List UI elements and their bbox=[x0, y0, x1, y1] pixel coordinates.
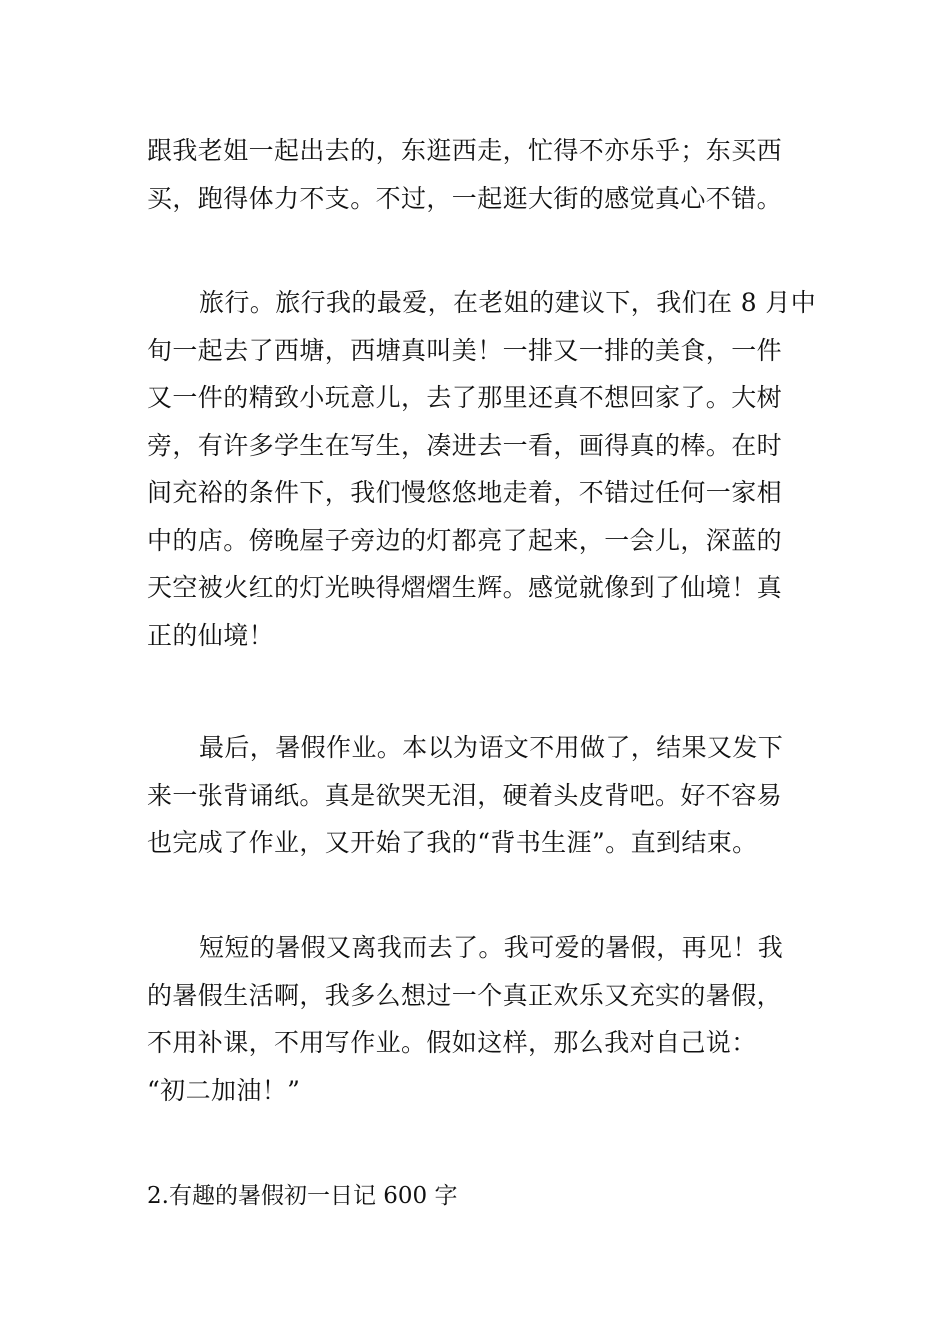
paragraph-line: 间充裕的条件下，我们慢悠悠地走着，不错过任何一家相 bbox=[147, 478, 783, 507]
paragraph-4 bbox=[147, 924, 817, 1114]
paragraph-line: 最后，暑假作业。本以为语文不用做了，结果又发下 bbox=[199, 733, 784, 762]
paragraph-line: 天空被火红的灯光映得熠熠生辉。感觉就像到了仙境！真 bbox=[147, 573, 783, 602]
paragraph-2 bbox=[147, 279, 817, 659]
paragraph-line: 的暑假生活啊，我多么想过一个真正欢乐又充实的暑假， bbox=[147, 980, 783, 1010]
paragraph-line: 跟我老姐一起出去的，东逛西走，忙得不亦乐乎；东买西 bbox=[147, 136, 783, 165]
paragraph-3 bbox=[147, 724, 817, 867]
paragraph-line: 正的仙境！ bbox=[147, 620, 275, 650]
paragraph-line: 旬一起去了西塘，西塘真叫美！一排又一排的美食，一件 bbox=[147, 335, 783, 365]
paragraph-line: 旁，有许多学生在写生，凑进去一看，画得真的棒。在时 bbox=[147, 430, 783, 460]
section-heading: 2.有趣的暑假初一日记 600 字 bbox=[147, 1183, 458, 1209]
paragraph-line: 来一张背诵纸。真是欲哭无泪，硬着头皮背吧。好不容易 bbox=[147, 780, 783, 810]
paragraph-line: 旅行。旅行我的最爱，在老姐的建议下，我们在 8 月中 bbox=[199, 288, 817, 317]
paragraph-line: 中的店。傍晚屋子旁边的灯都亮了起来，一会儿，深蓝的 bbox=[147, 525, 783, 555]
paragraph-line: 短短的暑假又离我而去了。我可爱的暑假，再见！我 bbox=[199, 933, 784, 962]
paragraph-line: 又一件的精致小玩意儿，去了那里还真不想回家了。大树 bbox=[147, 383, 783, 412]
paragraph-line: 也完成了作业，又开始了我的“背书生涯”。直到结束。 bbox=[147, 828, 758, 857]
paragraph-line: 买，跑得体力不支。不过，一起逛大街的感觉真心不错。 bbox=[147, 183, 783, 213]
paragraph-1 bbox=[147, 127, 817, 222]
paragraph-line: 不用补课，不用写作业。假如这样，那么我对自己说： bbox=[147, 1028, 757, 1057]
paragraph-line: “初二加油！” bbox=[147, 1075, 301, 1105]
